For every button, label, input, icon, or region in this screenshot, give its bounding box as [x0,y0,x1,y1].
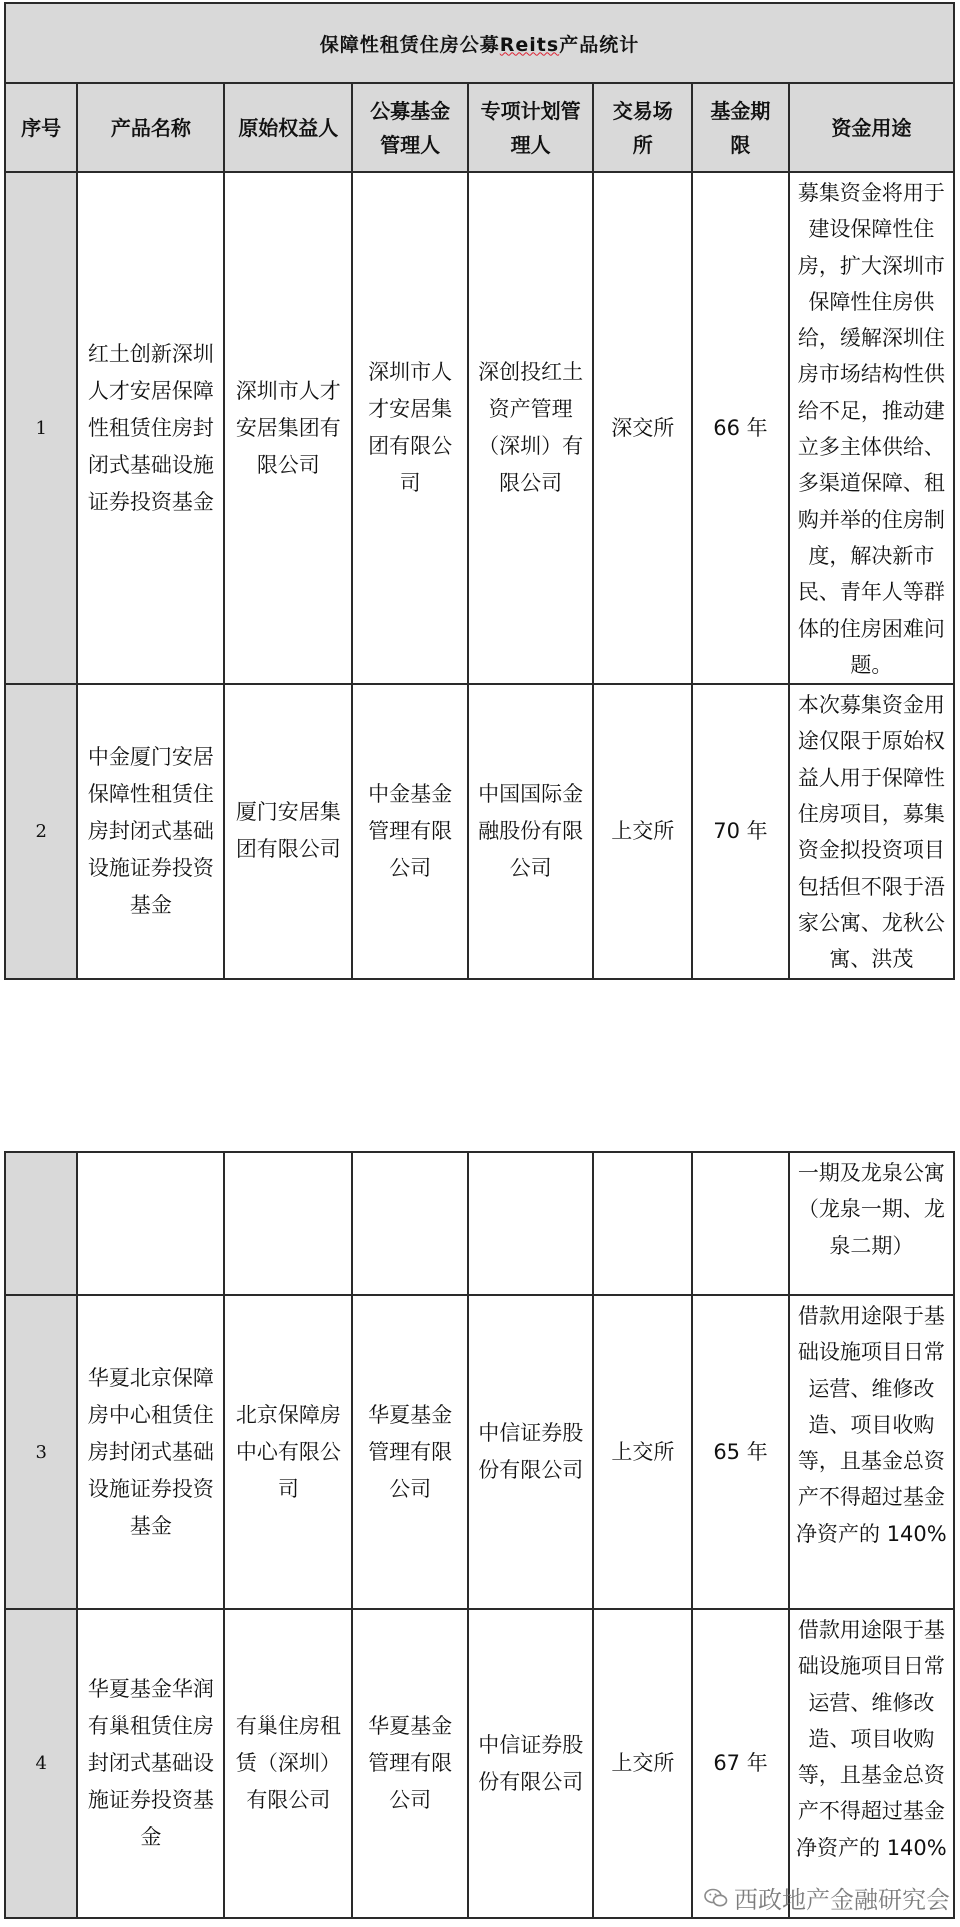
row-term [692,1152,788,1295]
row-usage: 募集资金将用于建设保障性住房，扩大深圳市保障性住房供给，缓解深圳住房市场结构性供给不足，推动建立多主体供给、多渠道保障、租购并举的住房制度，解决新市民、青年人等群体的住房困难问题。 [789,172,954,684]
row-originator: 北京保障房中心有限公司 [224,1295,352,1609]
row-seq: 3 [5,1295,77,1609]
row-fund-manager: 华夏基金管理有限公司 [352,1295,468,1609]
row-exchange: 深交所 [593,172,692,684]
table-title [5,3,954,83]
watermark-text: 西政地产金融研究会 [734,1886,950,1914]
row-plan-manager: 中信证券股份有限公司 [468,1609,593,1918]
row-exchange: 上交所 [593,684,692,978]
row-term: 65 年 [692,1295,788,1609]
header-originator: 原始权益人 [224,83,352,172]
reits-table-bottom [4,1151,955,1919]
row-plan-manager: 中信证券股份有限公司 [468,1295,593,1609]
row-name [77,1152,224,1295]
header-seq: 序号 [5,83,77,172]
header-term: 基金期限 [692,83,788,172]
row-originator: 深圳市人才安居集团有限公司 [224,172,352,684]
row-name: 华夏北京保障房中心租赁住房封闭式基础设施证券投资基金 [77,1295,224,1609]
row-name: 中金厦门安居保障性租赁住房封闭式基础设施证券投资基金 [77,684,224,978]
row-fund-manager: 中金基金管理有限公司 [352,684,468,978]
row-seq [5,1152,77,1295]
row-fund-manager: 华夏基金管理有限公司 [352,1609,468,1918]
row-usage: 借款用途限于基础设施项目日常运营、维修改造、项目收购等，且基金总资产不得超过基金净资产的 140% [789,1295,954,1609]
header-exchange: 交易场所 [593,83,692,172]
row-name: 红土创新深圳人才安居保障性租赁住房封闭式基础设施证券投资基金 [77,172,224,684]
row-seq: 2 [5,684,77,978]
row-exchange: 上交所 [593,1295,692,1609]
row-usage: 本次募集资金用途仅限于原始权益人用于保障性住房项目，募集资金拟投资项目包括但不限于浯家公寓、龙秋公寓、洪茂 [789,684,954,978]
header-name: 产品名称 [77,83,224,172]
row-term: 67 年 [692,1609,788,1918]
header-usage: 资金用途 [789,83,954,172]
row-usage: 一期及龙泉公寓（龙泉一期、龙泉二期） [789,1152,954,1295]
row-name: 华夏基金华润有巢租赁住房封闭式基础设施证券投资基金 [77,1609,224,1918]
wechat-icon [704,1888,728,1908]
table-row [5,1295,954,1609]
row-originator [224,1152,352,1295]
row-seq: 1 [5,172,77,684]
reits-table-top [4,2,955,980]
title-after: 产品统计 [559,33,640,56]
watermark [704,1880,950,1915]
title-brand: Reits [499,33,560,56]
row-exchange [593,1152,692,1295]
row-fund-manager [352,1152,468,1295]
header-plan-manager: 专项计划管理人 [468,83,593,172]
row-plan-manager: 深创投红土资产管理（深圳）有限公司 [468,172,593,684]
row-originator: 厦门安居集团有限公司 [224,684,352,978]
table-row [5,1152,954,1295]
header-fund-manager: 公募基金管理人 [352,83,468,172]
row-plan-manager: 中国国际金融股份有限公司 [468,684,593,978]
table-row [5,1609,954,1918]
row-plan-manager [468,1152,593,1295]
row-originator: 有巢住房租赁（深圳）有限公司 [224,1609,352,1918]
title-before: 保障性租赁住房公募 [319,33,500,56]
row-fund-manager: 深圳市人才安居集团有限公司 [352,172,468,684]
row-usage: 借款用途限于基础设施项目日常运营、维修改造、项目收购等，且基金总资产不得超过基金净资产的 140% [789,1609,954,1918]
row-seq: 4 [5,1609,77,1918]
row-term: 70 年 [692,684,788,978]
row-term: 66 年 [692,172,788,684]
row-exchange: 上交所 [593,1609,692,1918]
table-row [5,172,954,684]
table-row [5,684,954,978]
